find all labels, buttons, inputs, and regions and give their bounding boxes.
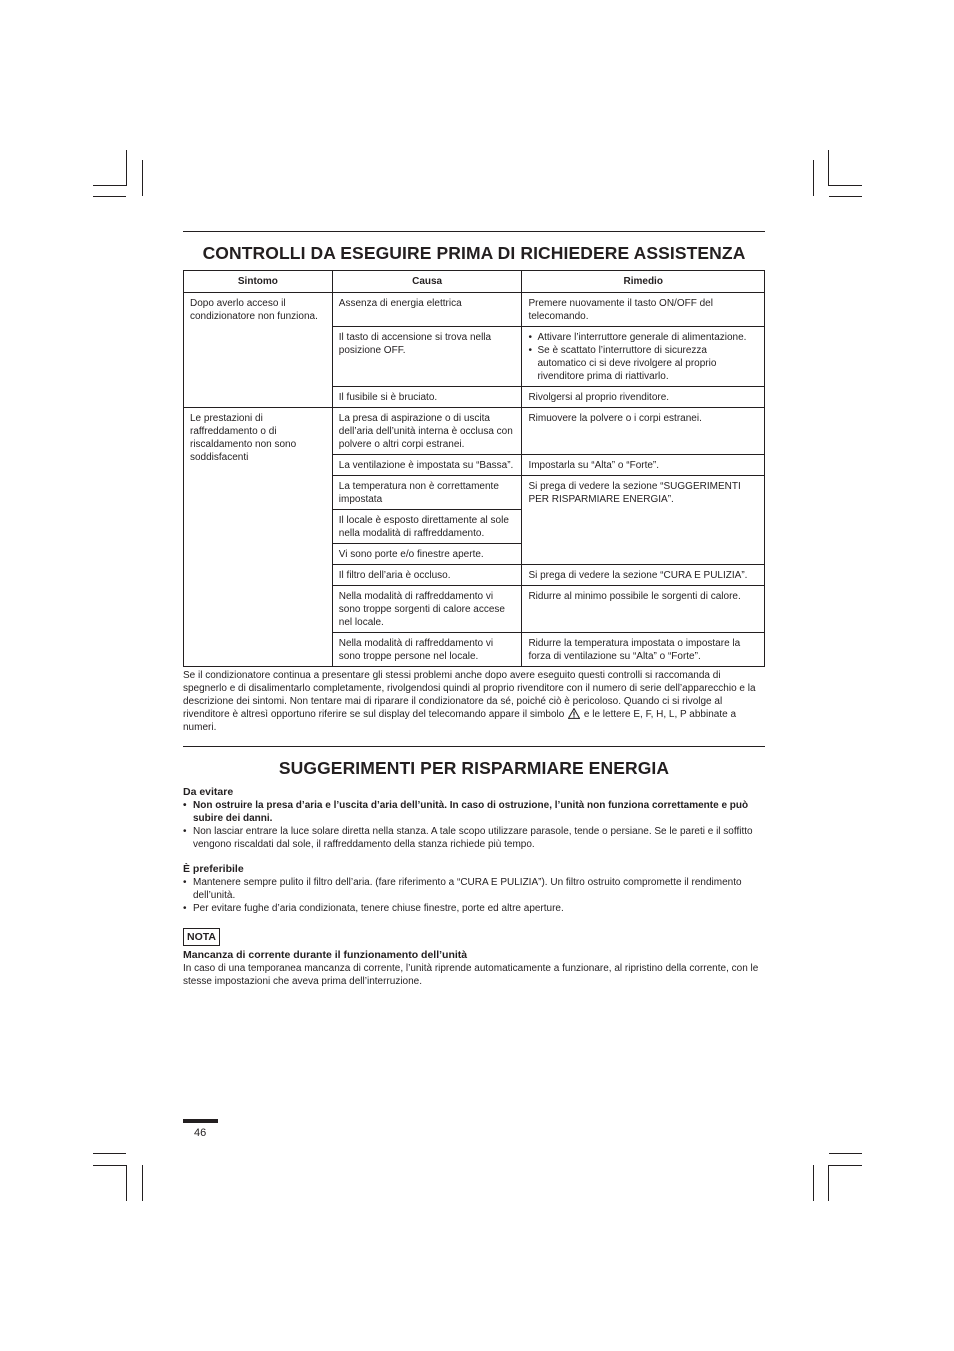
cause-cell: Nella modalità di raffreddamento vi sono troppe persone nel locale. — [332, 633, 522, 667]
avoid-list — [183, 799, 765, 851]
page-number-bar — [183, 1119, 218, 1123]
list-item: • Se è scattato l’interruttore di sicurezza automatico ci si deve rivolgere al proprio rivenditore prima di riattivarlo. — [528, 344, 758, 383]
cause-cell: La presa di aspirazione o di uscita dell’aria dell’unità interna è occlusa con polvere o altri corpi estranei. — [332, 408, 522, 455]
remedy-cell: Impostarla su “Alta” o “Forte”. — [522, 455, 765, 476]
crop-mark — [829, 185, 862, 186]
cause-cell: Nella modalità di raffreddamento vi sono troppe sorgenti di calore accese nel locale. — [332, 586, 522, 633]
symptom-cell: Dopo averlo acceso il condizionatore non funziona. — [184, 293, 333, 408]
prefer-heading: È preferibile — [183, 863, 244, 875]
section-title-troubleshooting: CONTROLLI DA ESEGUIRE PRIMA DI RICHIEDERE ASSISTENZA — [202, 243, 746, 263]
crop-mark — [126, 1165, 127, 1201]
page-number: 46 — [194, 1127, 207, 1139]
table-row — [184, 293, 765, 327]
section-rule — [183, 231, 765, 232]
service-note-paragraph — [183, 669, 765, 734]
nota-text: In caso di una temporanea mancanza di corrente, l’unità riprende automaticamente a funzionare, al ripristino della corrente, con le stesse impostazioni che aveva prima dell’interruzione. — [183, 963, 759, 987]
list-item: • Non lasciar entrare la luce solare diretta nella stanza. A tale scopo utilizzare parasole, tende o persiane. Se le pareti e il soffitto vengono riscaldati dal sole, il raffreddamento della stanza richiede più tempo. — [183, 825, 765, 851]
cause-cell: Il fusibile si è bruciato. — [332, 387, 522, 408]
prefer-list — [183, 876, 765, 915]
column-header-cause: Causa — [332, 271, 522, 293]
crop-mark — [829, 1153, 862, 1154]
list-item: • Non ostruire la presa d’aria e l’uscita d’aria dell’unità. In caso di ostruzione, l’unità non funziona correttamente e può subire dei danni. — [183, 799, 765, 825]
crop-mark — [828, 1165, 829, 1201]
crop-mark — [93, 196, 126, 197]
remedy-cell: Rimuovere la polvere o i corpi estranei. — [522, 408, 765, 455]
cause-cell: La temperatura non è correttamente impostata — [332, 476, 522, 510]
list-item: • Per evitare fughe d’aria condizionata, tenere chiuse finestre, porte ed altre aperture. — [183, 902, 765, 915]
crop-mark — [126, 150, 127, 186]
remedy-cell — [522, 327, 765, 387]
troubleshooting-table — [183, 270, 765, 667]
remedy-cell: Ridurre la temperatura impostata o impostare la forza di ventilazione su “Alta” o “Forte”. — [522, 633, 765, 667]
section-title-energy-tips: SUGGERIMENTI PER RISPARMIARE ENERGIA — [278, 758, 670, 778]
remedy-cell: Rivolgersi al proprio rivenditore. — [522, 387, 765, 408]
cause-cell: Il locale è esposto direttamente al sole nella modalità di raffreddamento. — [332, 510, 522, 544]
nota-title: Mancanza di corrente durante il funzionamento dell’unità — [183, 949, 468, 961]
crop-mark — [93, 1153, 126, 1154]
crop-mark — [813, 160, 814, 196]
cause-cell: Il filtro dell’aria è occluso. — [332, 565, 522, 586]
list-item: • Mantenere sempre pulito il filtro dell’aria. (fare riferimento a “CURA E PULIZIA”). Un filtro ostruito compromette il rendimento dell’unità. — [183, 876, 765, 902]
service-note-text-end: e le lettere E, F, H, L, P abbinate a numeri. — [183, 709, 737, 733]
section-rule — [183, 746, 765, 747]
symptom-cell: Le prestazioni di raffreddamento o di riscaldamento non sono soddisfacenti — [184, 408, 333, 667]
column-header-symptom: Sintomo — [184, 271, 333, 293]
remedy-list — [528, 331, 758, 383]
remedy-cell: Ridurre al minimo possibile le sorgenti di calore. — [522, 586, 765, 633]
crop-mark — [828, 150, 829, 186]
crop-mark — [93, 185, 126, 186]
warning-triangle-icon — [568, 708, 580, 719]
cause-cell: Vi sono porte e/o finestre aperte. — [332, 544, 522, 565]
table-header-row — [184, 271, 765, 293]
crop-mark — [829, 196, 862, 197]
column-header-remedy: Rimedio — [522, 271, 765, 293]
remedy-cell: Si prega di vedere la sezione “CURA E PULIZIA”. — [522, 565, 765, 586]
avoid-heading: Da evitare — [183, 786, 234, 798]
remedy-cell: Premere nuovamente il tasto ON/OFF del telecomando. — [522, 293, 765, 327]
remedy-cell: Si prega di vedere la sezione “SUGGERIMENTI PER RISPARMIARE ENERGIA”. — [522, 476, 765, 565]
crop-mark — [142, 160, 143, 196]
cause-cell: Il tasto di accensione si trova nella posizione OFF. — [332, 327, 522, 387]
crop-mark — [829, 1165, 862, 1166]
cause-cell: La ventilazione è impostata su “Bassa”. — [332, 455, 522, 476]
list-item: • Attivare l’interruttore generale di alimentazione. — [528, 331, 758, 344]
service-note-text: Se il condizionatore continua a presentare gli stessi problemi anche dopo avere eseguito questi controlli si raccomanda di spegnerlo e di disalimentarlo completamente, rivolgendosi quindi al proprio rivenditore con il numero di serie dell’apparecchio e la descrizione dei sintomi. Non tentare mai di riparare il condizionatore da sé, poiché ciò è pericoloso. Quando ci si rivolge al rivenditore è altresì opportuno riferire se sul display del telecomando appare il simbolo — [183, 670, 756, 720]
crop-mark — [813, 1165, 814, 1201]
table-row — [184, 408, 765, 455]
crop-mark — [93, 1165, 126, 1166]
crop-mark — [142, 1165, 143, 1201]
cause-cell: Assenza di energia elettrica — [332, 293, 522, 327]
nota-label: NOTA — [183, 928, 220, 946]
